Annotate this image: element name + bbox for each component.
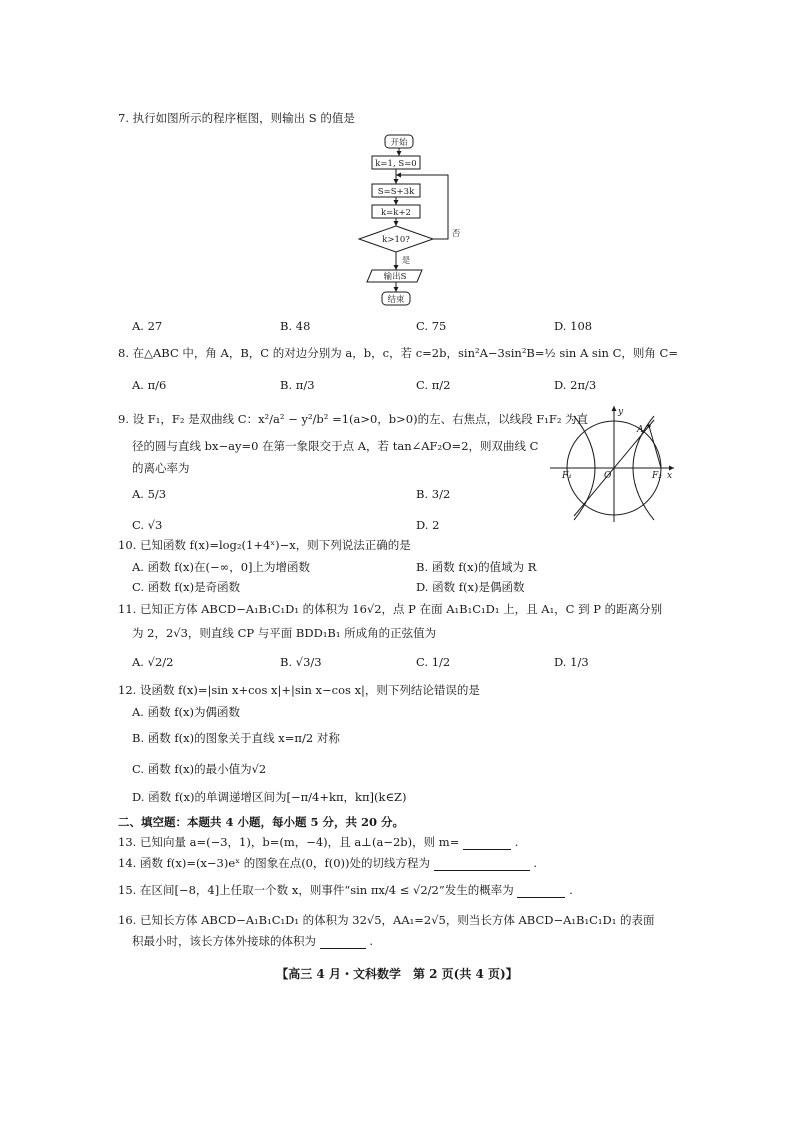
page-footer: 【高三 4 月・文科数学 第 2 页(共 4 页)】: [276, 967, 518, 981]
q15-answer-blank[interactable]: [517, 886, 565, 898]
q11-option-c: C. 1/2: [416, 655, 451, 669]
q10-stem: 10. 已知函数 f(x)=log₂(1+4ˣ)−x，则下列说法正确的是: [118, 538, 411, 552]
q12-option-a: A. 函数 f(x)为偶函数: [132, 705, 240, 719]
q7-option-b: B. 48: [280, 319, 311, 333]
fig-label-x: x: [667, 471, 673, 481]
q16-line2: 积最小时，该长方体外接球的体积为: [132, 934, 316, 948]
flow-output: 输出S: [383, 272, 407, 282]
fig-label-f2: F₂: [652, 471, 662, 481]
q10-option-b: B. 函数 f(x)的值域为 R: [416, 560, 537, 574]
q8-option-b: B. π/3: [280, 378, 315, 392]
q9-line1: 9. 设 F₁，F₂ 是双曲线 C：x²/a² − y²/b² =1(a>0，b>0)的左、右焦点，以线段 F₁F₂ 为直: [118, 412, 589, 426]
q16-period: .: [369, 934, 373, 948]
q9-line3: 的离心率为: [132, 461, 190, 475]
q12-stem: 12. 设函数 f(x)=|sin x+cos x|+|sin x−cos x|，则下列结论错误的是: [118, 683, 480, 697]
q12-option-c: C. 函数 f(x)的最小值为√2: [132, 762, 267, 776]
q11-option-d: D. 1/3: [554, 655, 589, 669]
q9-option-d: D. 2: [416, 518, 440, 532]
section-fill-in-heading: 二、填空题：本题共 4 小题，每小题 5 分，共 20 分。: [118, 815, 405, 829]
fig-label-o: O: [604, 471, 612, 481]
flow-start: 开始: [390, 138, 408, 148]
q11-option-b: B. √3/3: [280, 655, 322, 669]
q8-option-c: C. π/2: [416, 378, 451, 392]
q12-option-b: B. 函数 f(x)的图象关于直线 x=π/2 对称: [132, 731, 340, 745]
fig-label-a: A: [637, 425, 644, 435]
flow-no: 否: [451, 229, 461, 239]
q7-option-a: A. 27: [132, 319, 163, 333]
q8-stem: 8. 在△ABC 中，角 A，B，C 的对边分别为 a，b，c，若 c=2b，sin²A−3sin²B=½ sin A sin C，则角 C=: [118, 346, 678, 360]
q14: [118, 857, 537, 871]
q9-option-a: A. 5/3: [132, 487, 167, 501]
q11-line2: 为 2，2√3，则直线 CP 与平面 BDD₁B₁ 所成角的正弦值为: [132, 626, 437, 640]
q12-option-d: D. 函数 f(x)的单调递增区间为[−π/4+kπ，kπ](k∈Z): [132, 790, 407, 804]
q14-period: .: [533, 856, 537, 870]
q7-flowchart: [355, 132, 465, 312]
flow-end: 结束: [387, 295, 405, 305]
q10-option-c: C. 函数 f(x)是奇函数: [132, 580, 241, 594]
flow-init: k=1, S=0: [375, 159, 417, 169]
q14-answer-blank[interactable]: [434, 859, 530, 871]
q7-option-c: C. 75: [416, 319, 447, 333]
q10-option-d: D. 函数 f(x)是偶函数: [416, 580, 525, 594]
q11-option-a: A. √2/2: [132, 655, 174, 669]
q13-text: 13. 已知向量 a=(−3，1)，b=(m，−4)，且 a⊥(a−2b)，则 m=: [118, 835, 460, 849]
q11-line1: 11. 已知正方体 ABCD−A₁B₁C₁D₁ 的体积为 16√2，点 P 在面 A₁B₁C₁D₁ 上，且 A₁，C 到 P 的距离分别: [118, 602, 663, 616]
q16-line1: 16. 已知长方体 ABCD−A₁B₁C₁D₁ 的体积为 32√5，AA₁=2√5，则当长方体 ABCD−A₁B₁C₁D₁ 的表面: [118, 913, 655, 927]
q16-answer-blank[interactable]: [320, 937, 366, 949]
q13-period: .: [514, 835, 519, 849]
q9-hyperbola-figure: [548, 402, 678, 524]
fig-label-y: y: [618, 407, 624, 417]
flow-cond: k>10?: [382, 235, 410, 245]
q14-text: 14. 函数 f(x)=(x−3)eˣ 的图象在点(0，f(0))处的切线方程为: [118, 856, 431, 870]
q16-line2-row: [132, 935, 373, 949]
q8-option-d: D. 2π/3: [554, 378, 597, 392]
q10-option-a: A. 函数 f(x)在(−∞，0]上为增函数: [132, 560, 310, 574]
q15-text: 15. 在区间[−8，4]上任取一个数 x，则事件“sin πx/4 ≤ √2/2”发生的概率为: [118, 883, 514, 897]
q13-answer-blank[interactable]: [463, 838, 511, 850]
q9-option-b: B. 3/2: [416, 487, 451, 501]
fig-label-f1: F₁: [562, 471, 572, 481]
flow-yes: 是: [401, 256, 411, 266]
q9-line2: 径的圆与直线 bx−ay=0 在第一象限交于点 A，若 tan∠AF₂O=2，则双曲线 C: [132, 439, 539, 453]
q7-stem: 7. 执行如图所示的程序框图，则输出 S 的值是: [118, 111, 355, 125]
flow-step2: k=k+2: [381, 208, 411, 218]
q9-option-c: C. √3: [132, 518, 163, 532]
flow-step1: S=S+3k: [377, 187, 415, 197]
q8-option-a: A. π/6: [132, 378, 167, 392]
q15: [118, 884, 573, 898]
q7-option-d: D. 108: [554, 319, 593, 333]
q15-period: .: [569, 883, 573, 897]
q13: [118, 836, 518, 850]
